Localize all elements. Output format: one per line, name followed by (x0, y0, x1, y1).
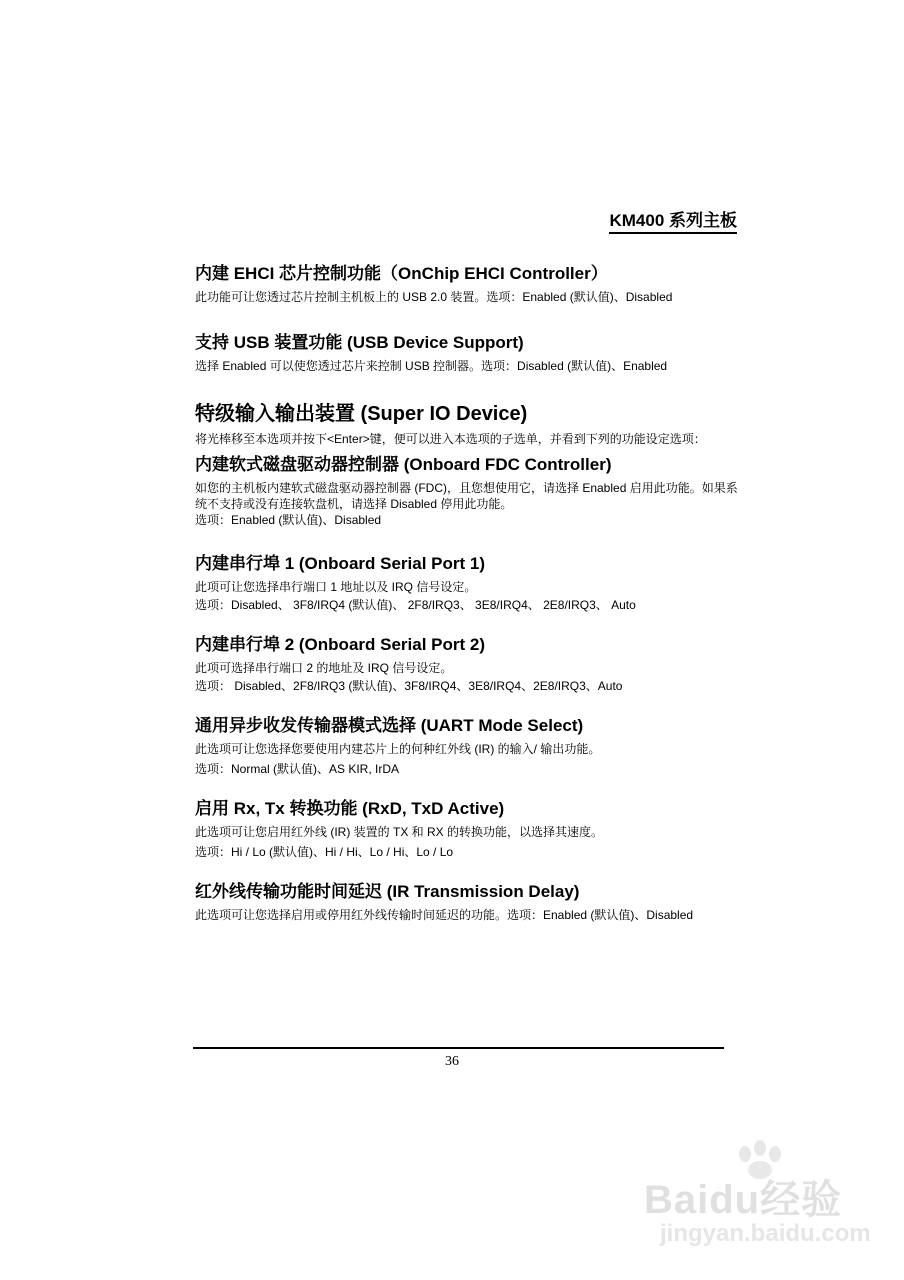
section-desc: 此项可让您选择串行端口 1 地址以及 IRQ 信号设定。 (195, 580, 477, 594)
section-ehci-controller (195, 262, 740, 305)
section-title: 特级输入输出装置 (Super IO Device) (195, 403, 528, 425)
section-options: 选项：Enabled (默认值)、Disabled (195, 513, 382, 527)
section-uart-mode-select (195, 714, 740, 777)
watermark-logo: Baidu经验 (644, 1178, 843, 1222)
section-ir-transmission-delay (195, 880, 740, 923)
section-title: 内建 EHCI 芯片控制功能（OnChip EHCI Controller） (195, 264, 608, 283)
section-options: 选项：Hi / Lo (默认值)、Hi / Hi、Lo / Hi、Lo / Lo (195, 845, 454, 859)
section-title: 红外线传输功能时间延迟 (IR Transmission Delay) (195, 882, 580, 901)
footer-rule (193, 1047, 724, 1049)
section-usb-device-support (195, 331, 740, 374)
section-super-io-device (195, 400, 740, 447)
section-desc: 此功能可让您透过芯片控制主机板上的 USB 2.0 装置。选项：Enabled (默认值)、Disabled (195, 290, 673, 304)
section-options: 选项： Disabled、2F8/IRQ3 (默认值)、3F8/IRQ4、3E8/IRQ4、2E8/IRQ3、Auto (195, 679, 623, 693)
baidu-watermark (640, 1140, 880, 1260)
section-title: 内建软式磁盘驱动器控制器 (Onboard FDC Controller) (195, 455, 612, 474)
section-title: 内建串行埠 2 (Onboard Serial Port 2) (195, 635, 485, 654)
page-number: 36 (445, 1054, 459, 1069)
section-desc: 此选项可让您启用红外线 (IR) 装置的 TX 和 RX 的转换功能，以选择其速度。 (195, 825, 604, 839)
section-options: 选项：Disabled、 3F8/IRQ4 (默认值)、 2F8/IRQ3、 3E8/IRQ4、 2E8/IRQ3、 Auto (195, 598, 636, 612)
document-body (195, 262, 740, 923)
page-header-title: KM400 系列主板 (609, 206, 737, 234)
watermark-url: jingyan.baidu.com (660, 1220, 871, 1247)
section-desc: 选择 Enabled 可以使您透过芯片来控制 USB 控制器。选项：Disabled (默认值)、Enabled (195, 359, 668, 373)
section-title: 启用 Rx, Tx 转换功能 (RxD, TxD Active) (195, 799, 505, 818)
section-title: 支持 USB 装置功能 (USB Device Support) (195, 333, 524, 352)
section-title: 内建串行埠 1 (Onboard Serial Port 1) (195, 554, 485, 573)
section-title: 通用异步收发传输器模式选择 (UART Mode Select) (195, 716, 584, 735)
section-rxd-txd-active (195, 797, 740, 860)
section-serial-port-2 (195, 633, 740, 694)
section-desc: 此选项可让您选择启用或停用红外线传输时间延迟的功能。选项：Enabled (默认值)、Disabled (195, 908, 694, 922)
section-options: 选项：Normal (默认值)、AS KIR, IrDA (195, 762, 400, 776)
section-desc: 如您的主机板内建软式磁盘驱动器控制器 (FDC)，且您想使用它，请选择 Enabled 启用此功能。如果系统不支持或没有连接软盘机，请选择 Disabled 停用此功能。 (195, 481, 738, 511)
section-serial-port-1 (195, 552, 740, 613)
section-fdc-controller (195, 453, 740, 528)
section-desc: 将光棒移至本选项并按下<Enter>键，便可以进入本选项的子选单，并看到下列的功能设定选项： (195, 432, 706, 446)
section-desc: 此选项可让您选择您要使用内建芯片上的何种红外线 (IR) 的输入/ 输出功能。 (195, 742, 601, 756)
section-desc: 此项可选择串行端口 2 的地址及 IRQ 信号设定。 (195, 661, 453, 675)
